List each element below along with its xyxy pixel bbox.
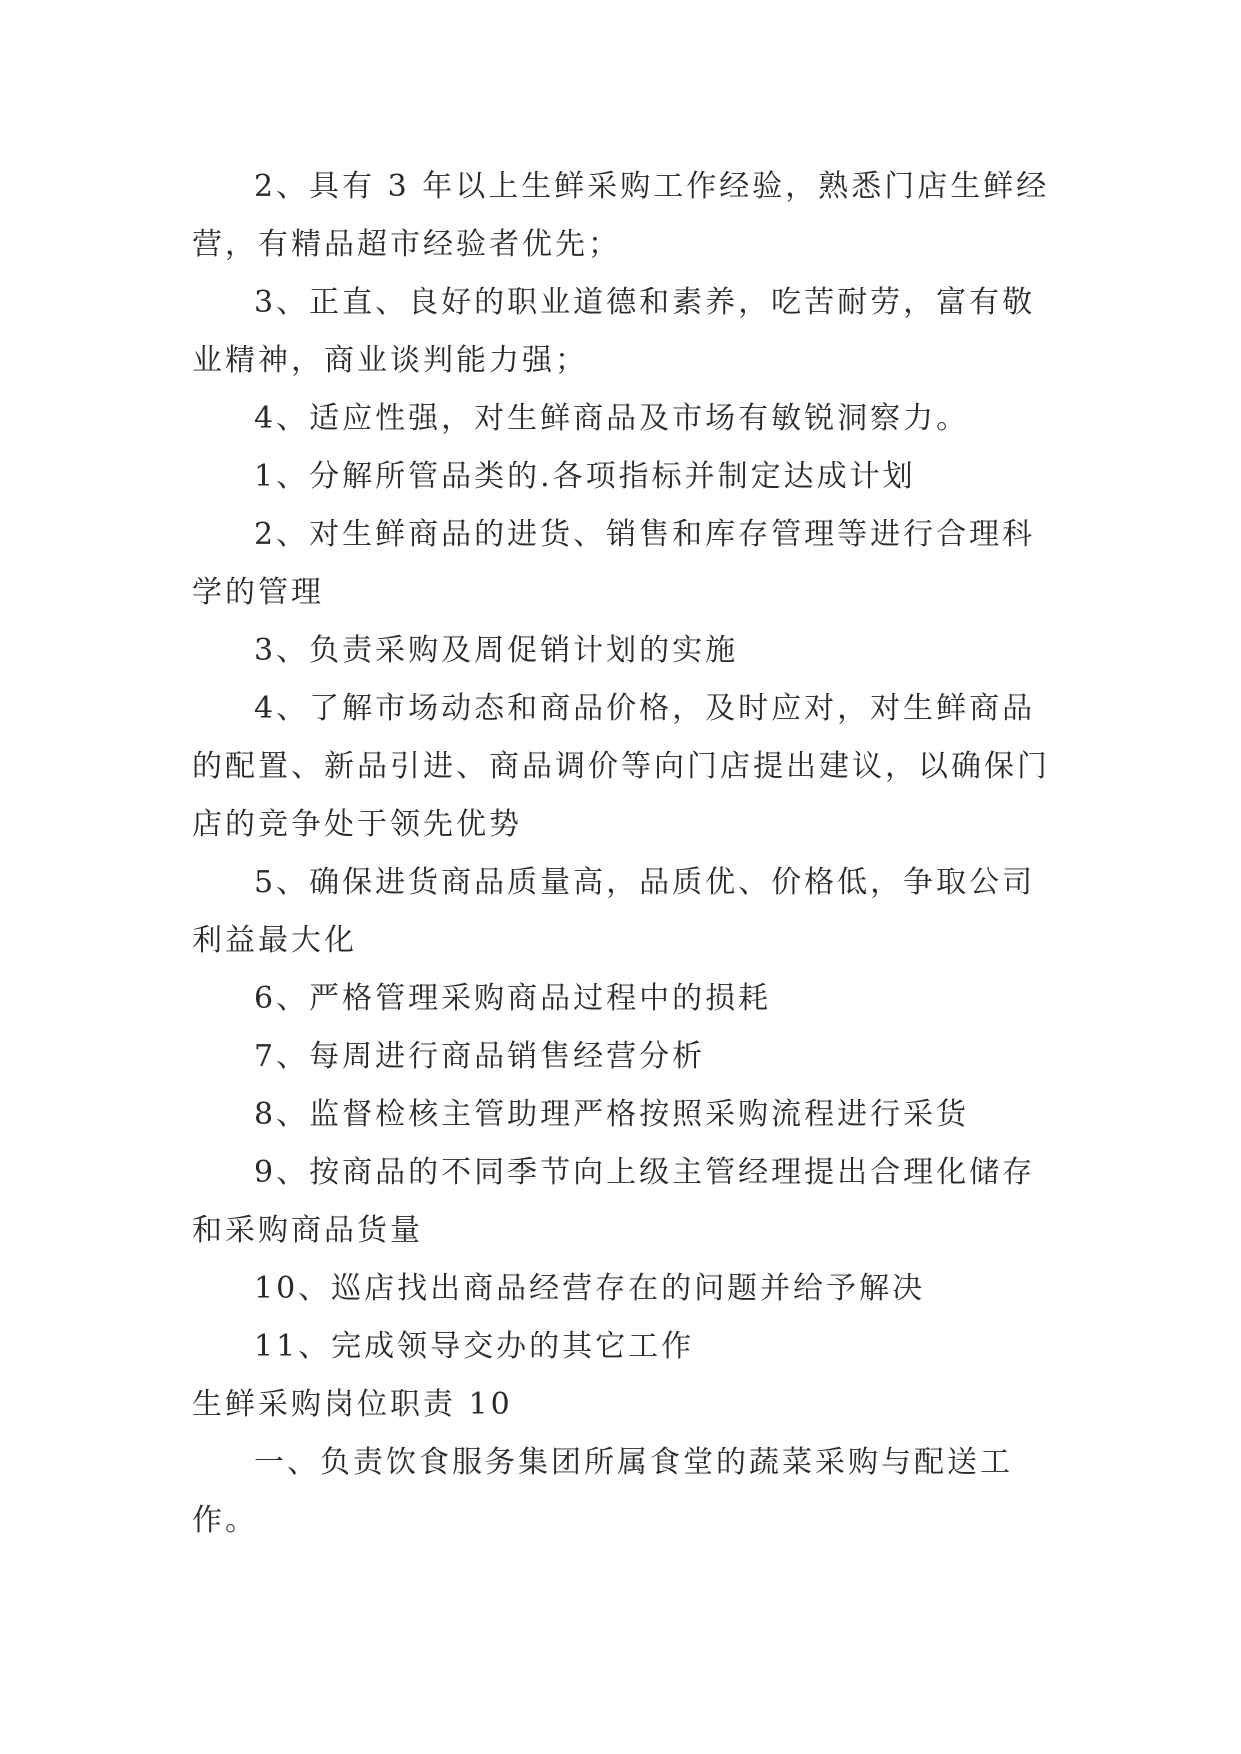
paragraph: 4、适应性强，对生鲜商品及市场有敏锐洞察力。 xyxy=(254,401,970,436)
paragraph: 2、对生鲜商品的进货、销售和库存管理等进行合理科学的管理 xyxy=(192,517,1036,610)
paragraph: 5、确保进货商品质量高，品质优、价格低，争取公司利益最大化 xyxy=(192,865,1036,958)
paragraph: 11、完成领导交办的其它工作 xyxy=(254,1329,695,1364)
paragraph: 8、监督检核主管助理严格按照采购流程进行采货 xyxy=(254,1097,970,1132)
paragraph: 一、负责饮食服务集团所属食堂的蔬菜采购与配送工作。 xyxy=(192,1445,1013,1538)
section-heading: 生鲜采购岗位职责 10 xyxy=(192,1387,513,1422)
paragraph: 9、按商品的不同季节向上级主管经理提出合理化储存和采购商品货量 xyxy=(192,1155,1036,1248)
paragraph: 4、了解市场动态和商品价格，及时应对，对生鲜商品的配置、新品引进、商品调价等向门店提出建议，以确保门店的竞争处于领先优势 xyxy=(192,691,1050,842)
paragraph: 6、严格管理采购商品过程中的损耗 xyxy=(254,981,772,1016)
paragraph: 10、巡店找出商品经营存在的问题并给予解决 xyxy=(254,1271,926,1306)
paragraph: 1、分解所管品类的.各项指标并制定达成计划 xyxy=(254,459,916,494)
paragraph: 7、每周进行商品销售经营分析 xyxy=(254,1039,706,1074)
document-body xyxy=(192,158,1052,1550)
paragraph: 3、负责采购及周促销计划的实施 xyxy=(254,633,739,668)
paragraph: 3、正直、良好的职业道德和素养，吃苦耐劳，富有敬业精神，商业谈判能力强； xyxy=(192,285,1036,378)
paragraph: 2、具有 3 年以上生鲜采购工作经验，熟悉门店生鲜经营，有精品超市经验者优先； xyxy=(192,169,1050,262)
